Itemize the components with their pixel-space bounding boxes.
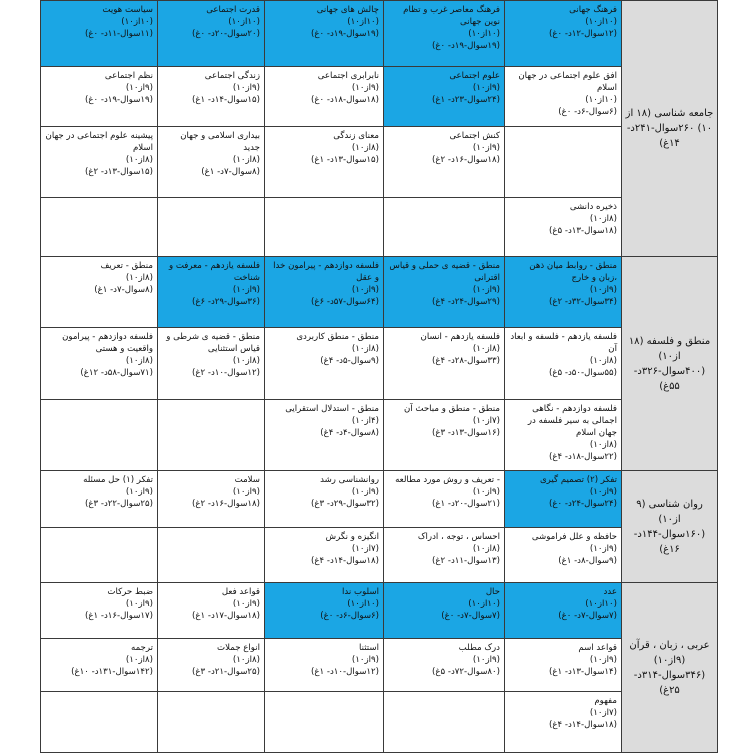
topic-score: (۹از۱۰) — [232, 285, 260, 295]
topic-cell — [264, 470, 384, 528]
topic-score: (۹از۱۰) — [232, 599, 260, 609]
topic-stats: (۵۵سوال-۵۰د- ۵غ) — [549, 368, 617, 378]
topic-title: فلسفه یازدهم - انسان — [420, 332, 500, 342]
topic-stats: (۶سوال-۶د- ۰غ) — [558, 107, 617, 117]
topic-score: (۹از۱۰) — [589, 544, 617, 554]
topic-stats: (۶۴سوال-۵۷د- ۶غ) — [311, 297, 379, 307]
topic-score: (۹از۱۰) — [472, 143, 500, 153]
topic-title: علوم اجتماعی — [449, 71, 500, 81]
topic-title: افق علوم اجتماعی در جهان اسلام — [518, 71, 617, 93]
topic-cell — [264, 582, 384, 639]
topic-score: (۹از۱۰) — [589, 285, 617, 295]
topic-title: فلسفه یازدهم - فلسفه و ابعاد آن — [510, 332, 617, 354]
topic-cell — [383, 66, 505, 127]
topic-stats: (۱۵سوال-۱۳د- ۱غ) — [311, 155, 379, 165]
topic-title: ترجمه — [130, 643, 153, 653]
topic-score: (۸از۱۰) — [125, 155, 153, 165]
topic-cell — [264, 327, 384, 400]
topic-title: زندگی اجتماعی — [204, 71, 260, 81]
topic-stats: (۷۱سوال-۵۸د- ۱۲غ) — [80, 368, 153, 378]
topic-score: (۹از۱۰) — [589, 655, 617, 665]
topic-score: (۸از۱۰) — [589, 214, 617, 224]
topic-title: قدرت اجتماعی — [206, 5, 260, 15]
topic-cell — [383, 256, 505, 328]
topic-title: مفهوم — [594, 696, 617, 706]
topic-title: درک مطلب — [458, 643, 500, 653]
topic-stats: (۶سوال-۶د- ۰غ) — [320, 611, 379, 621]
topic-stats: (۱۹سوال-۱۹د- ۰غ) — [85, 95, 153, 105]
topic-score: (۸از۱۰) — [351, 344, 379, 354]
topic-title: ضبط حرکات — [107, 587, 153, 597]
topic-score: (۹از۱۰) — [351, 487, 379, 497]
topic-score: (۸از۱۰) — [232, 655, 260, 665]
topic-title: حافظه و علل فراموشی — [531, 532, 617, 542]
topic-title: فلسفه دوازدهم - پیرامون خدا و عقل — [273, 261, 379, 283]
topic-cell — [40, 327, 158, 400]
topic-cell — [504, 399, 622, 471]
topic-stats: (۲۲سوال-۱۸د- ۴غ) — [549, 452, 617, 462]
topic-cell — [383, 527, 505, 583]
topic-score: (۸از۱۰) — [472, 344, 500, 354]
topic-stats: (۲۴سوال-۲۳د- ۱غ) — [432, 95, 500, 105]
topic-cell — [383, 582, 505, 639]
topic-stats: (۳۶سوال-۲۹د- ۶غ) — [192, 297, 260, 307]
topic-title: تفکر (۱) حل مسئله — [83, 475, 153, 485]
topic-title: فلسفه دوازدهم - پیرامون واقعیت و هستی — [62, 332, 153, 354]
category-label: جامعه شناسی (۱۸ از ۱۰) ۲۶۰سوال-۲۴۱د- ۱۴غ) — [625, 108, 714, 149]
topic-score: (۹از۱۰) — [125, 599, 153, 609]
topic-stats: (۱۸سوال-۱۴د- ۴غ) — [549, 720, 617, 730]
topic-cell — [157, 256, 265, 328]
topic-stats: (۱۸سوال-۱۸د- ۰غ) — [311, 95, 379, 105]
topic-stats: (۲۵سوال-۲۱د- ۳غ) — [192, 667, 260, 677]
topic-score: (۸از۱۰) — [232, 155, 260, 165]
topic-cell — [157, 66, 265, 127]
category-logic — [621, 256, 718, 471]
topic-score: (۱۰از۱۰) — [468, 29, 500, 39]
topic-score: (۸از۱۰) — [125, 655, 153, 665]
topic-stats: (۲۴سوال-۲۴د- ۰غ) — [549, 499, 617, 509]
topic-stats: (۹سوال-۵د- ۴غ) — [320, 356, 379, 366]
topic-cell — [383, 399, 505, 471]
topic-title: منطق - قضیه ی حملی و قیاس اقترانی — [389, 261, 500, 283]
topic-title: قواعد فعل — [221, 587, 260, 597]
topic-title: قواعد اسم — [578, 643, 617, 653]
topic-cell — [504, 691, 622, 753]
topic-stats: (۱۷سوال-۱۶د- ۱غ) — [85, 611, 153, 621]
topic-stats: (۱۱سوال-۱۱د- ۰غ) — [85, 29, 153, 39]
topic-cell — [157, 527, 265, 583]
topic-cell — [157, 399, 265, 471]
topic-score: (۱۰از۱۰) — [121, 17, 153, 27]
topic-score: (۹از۱۰) — [589, 487, 617, 497]
topic-score: (۷از۱۰) — [589, 708, 617, 718]
topic-title: پیشینه علوم اجتماعی در جهان اسلام — [45, 131, 153, 153]
topic-stats: (۲۹سوال-۲۴د- ۴غ) — [432, 297, 500, 307]
topic-score: (۴از۱۰) — [351, 416, 379, 426]
topic-cell — [157, 327, 265, 400]
topic-score: (۸از۱۰) — [589, 356, 617, 366]
category-label: عربی ، زبان ، قرآن (۹از۱۰) (۳۴۶سوال-۳۱۴د- ۲۵غ) — [629, 639, 710, 696]
topic-cell — [504, 582, 622, 639]
topic-score: (۹از۱۰) — [472, 83, 500, 93]
topic-cell — [157, 691, 265, 753]
topic-stats: (۱۳سوال-۱۱د- ۲غ) — [432, 556, 500, 566]
topic-cell — [504, 327, 622, 400]
topic-score: (۱۰از۱۰) — [585, 599, 617, 609]
topic-stats: (۱۸سوال-۱۴د- ۴غ) — [311, 556, 379, 566]
topic-title: ذخیره دانشی — [569, 202, 617, 212]
topic-cell — [40, 256, 158, 328]
topic-stats: (۱۸سوال-۱۳د- ۵غ) — [549, 226, 617, 236]
topic-score: (۱۰از۱۰) — [347, 599, 379, 609]
topic-title: - تعریف و روش مورد مطالعه — [395, 475, 500, 485]
topic-stats: (۱۵سوال-۱۳د- ۲غ) — [85, 167, 153, 177]
topic-cell — [504, 0, 622, 67]
topic-stats: (۱۸سوال-۱۶د- ۲غ) — [192, 499, 260, 509]
topic-cell — [157, 470, 265, 528]
topic-cell — [383, 470, 505, 528]
category-sociology — [621, 0, 718, 257]
topic-cell — [383, 126, 505, 198]
topic-score: (۹از۱۰) — [472, 285, 500, 295]
topic-title: منطق - تعریف — [100, 261, 153, 271]
topic-title: اسلوب ندا — [342, 587, 379, 597]
topic-stats: (۱۲سوال-۱۰د- ۱غ) — [311, 667, 379, 677]
topic-cell — [264, 399, 384, 471]
topic-stats: (۳۲سوال-۲۹د- ۳غ) — [311, 499, 379, 509]
topic-stats: (۸سوال-۴د- ۴غ) — [320, 428, 379, 438]
topic-score: (۹از۱۰) — [351, 83, 379, 93]
topic-title: فلسفه یازدهم - معرفت و شناخت — [168, 261, 260, 283]
topic-title: نظم اجتماعی — [104, 71, 153, 81]
topic-score: (۹از۱۰) — [472, 655, 500, 665]
topic-stats: (۱۴۲سوال-۱۳۱د- ۱۰غ) — [71, 667, 153, 677]
topic-title: منطق - منطق کاربردی — [296, 332, 379, 342]
topic-cell — [504, 126, 622, 198]
topic-score: (۹از۱۰) — [472, 487, 500, 497]
topic-cell — [264, 66, 384, 127]
topic-score: (۹از۱۰) — [232, 487, 260, 497]
topic-title: منطق - روابط میان ذهن ،زبان و خارج — [529, 261, 617, 283]
topic-cell — [504, 256, 622, 328]
topic-title: انواع جملات — [217, 643, 260, 653]
topic-cell — [40, 527, 158, 583]
topic-title: سیاست هویت — [102, 5, 153, 15]
topic-title: منطق - قضیه ی شرطی و قیاس استثنایی — [166, 332, 260, 354]
topic-score: (۸از۱۰) — [351, 143, 379, 153]
topic-score: (۱۰از۱۰) — [585, 17, 617, 27]
topic-stats: (۱۴سوال-۱۳د- ۱غ) — [549, 667, 617, 677]
topic-cell — [157, 197, 265, 257]
topic-title: استثنا — [359, 643, 379, 653]
topic-cell — [40, 638, 158, 692]
topic-stats: (۱۹سوال-۱۹د- ۰غ) — [311, 29, 379, 39]
category-label: روان شناسی (۹ از۱۰) (۱۶۰سوال-۱۴۴د- ۱۶غ) — [633, 498, 706, 555]
topic-stats: (۱۸سوال-۱۶د- ۲غ) — [432, 155, 500, 165]
topic-title: معنای زندگی — [333, 131, 379, 141]
topic-cell — [383, 638, 505, 692]
category-label: منطق و فلسفه (۱۸ از۱۰) (۴۰۰سوال-۳۲۶د- ۵۵غ) — [628, 335, 711, 392]
topic-score: (۹از۱۰) — [232, 83, 260, 93]
topic-cell — [40, 126, 158, 198]
topic-cell — [264, 256, 384, 328]
topic-cell — [264, 0, 384, 67]
topic-cell — [40, 66, 158, 127]
topic-title: حال — [485, 587, 500, 597]
topic-title: احساس ، توجه ، ادراک — [417, 532, 500, 542]
topic-cell — [157, 126, 265, 198]
topic-cell — [504, 197, 622, 257]
topic-score: (۹از۱۰) — [351, 655, 379, 665]
topic-score: (۸از۱۰) — [472, 544, 500, 554]
topic-score: (۹از۱۰) — [125, 83, 153, 93]
topic-cell — [157, 0, 265, 67]
topic-cell — [40, 0, 158, 67]
topic-stats: (۲۵سوال-۲۲د- ۳غ) — [85, 499, 153, 509]
topic-score: (۱۰از۱۰) — [468, 599, 500, 609]
topic-title: منطق - استدلال استقرایی — [285, 404, 379, 414]
topic-cell — [157, 638, 265, 692]
topic-title: بیداری اسلامی و جهان جدید — [180, 131, 260, 153]
category-arabic — [621, 582, 718, 753]
topic-stats: (۳۴سوال-۳۲د- ۲غ) — [549, 297, 617, 307]
topic-cell — [383, 0, 505, 67]
topic-title: روانشناسی رشد — [320, 475, 379, 485]
topic-title: نابرابری اجتماعی — [317, 71, 379, 81]
topic-title: عدد — [603, 587, 617, 597]
topic-stats: (۱۲سوال-۱۰د- ۲غ) — [192, 368, 260, 378]
topic-cell — [504, 527, 622, 583]
topic-score: (۸از۱۰) — [125, 273, 153, 283]
topic-cell — [504, 66, 622, 127]
topic-title: کنش اجتماعی — [449, 131, 500, 141]
topic-title: فلسفه دوازدهم - نگاهی اجمالی به سیر فلسفه در جهان اسلام — [527, 404, 617, 438]
topic-title: منطق - منطق و مباحث آن — [404, 404, 500, 414]
topic-score: (۹از۱۰) — [351, 285, 379, 295]
topic-cell — [264, 638, 384, 692]
topic-cell — [504, 638, 622, 692]
topic-cell — [40, 691, 158, 753]
topic-stats: (۸۰سوال-۷۲د- ۵غ) — [432, 667, 500, 677]
topic-cell — [40, 582, 158, 639]
topic-cell — [264, 527, 384, 583]
topic-title: چالش های جهانی — [316, 5, 379, 15]
topic-score: (۷از۱۰) — [351, 544, 379, 554]
topic-score: (۱۰از۱۰) — [228, 17, 260, 27]
topic-stats: (۳۳سوال-۲۸د- ۴غ) — [432, 356, 500, 366]
topic-cell — [264, 126, 384, 198]
topic-score: (۸از۱۰) — [232, 356, 260, 366]
topic-stats: (۱۶سوال-۱۳د- ۳غ) — [432, 428, 500, 438]
topic-cell — [157, 582, 265, 639]
topic-stats: (۸سوال-۷د- ۱غ) — [94, 285, 153, 295]
category-psychology — [621, 470, 718, 583]
topic-stats: (۲۱سوال-۲۰د- ۱غ) — [432, 499, 500, 509]
topic-stats: (۷سوال-۷د- ۰غ) — [558, 611, 617, 621]
topic-stats: (۸سوال-۷د- ۱غ) — [201, 167, 260, 177]
topic-stats: (۱۸سوال-۱۷د- ۱غ) — [192, 611, 260, 621]
topic-cell — [40, 470, 158, 528]
topic-cell — [264, 197, 384, 257]
topic-cell — [383, 327, 505, 400]
topic-title: فرهنگ جهانی — [569, 5, 617, 15]
topic-cell — [40, 197, 158, 257]
topic-cell — [40, 399, 158, 471]
topic-score: (۹از۱۰) — [125, 487, 153, 497]
topic-title: سلامت — [234, 475, 260, 485]
topic-cell — [264, 691, 384, 753]
topic-score: (۱۰از۱۰) — [347, 17, 379, 27]
topic-stats: (۷سوال-۷د- ۰غ) — [441, 611, 500, 621]
topic-stats: (۱۲سوال-۱۲د- ۰غ) — [549, 29, 617, 39]
topic-stats: (۲۰سوال-۲۰د- ۰غ) — [192, 29, 260, 39]
topic-title: تفکر (۲) تصمیم گیری — [539, 475, 617, 485]
topic-cell — [504, 470, 622, 528]
topic-score: (۸از۱۰) — [589, 440, 617, 450]
topic-stats: (۹سوال-۸د- ۱غ) — [558, 556, 617, 566]
topic-stats: (۱۵سوال-۱۴د- ۱غ) — [192, 95, 260, 105]
topic-score: (۷از۱۰) — [472, 416, 500, 426]
topic-stats: (۱۹سوال-۱۹د- ۰غ) — [432, 41, 500, 51]
topic-title: فرهنگ معاصر غرب و تظام نوین جهانی — [403, 5, 500, 27]
topic-score: (۱۰از۱۰) — [585, 95, 617, 105]
topic-title: انگیزه و نگرش — [325, 532, 379, 542]
topic-score: (۸از۱۰) — [125, 356, 153, 366]
topic-cell — [383, 691, 505, 753]
topic-cell — [383, 197, 505, 257]
